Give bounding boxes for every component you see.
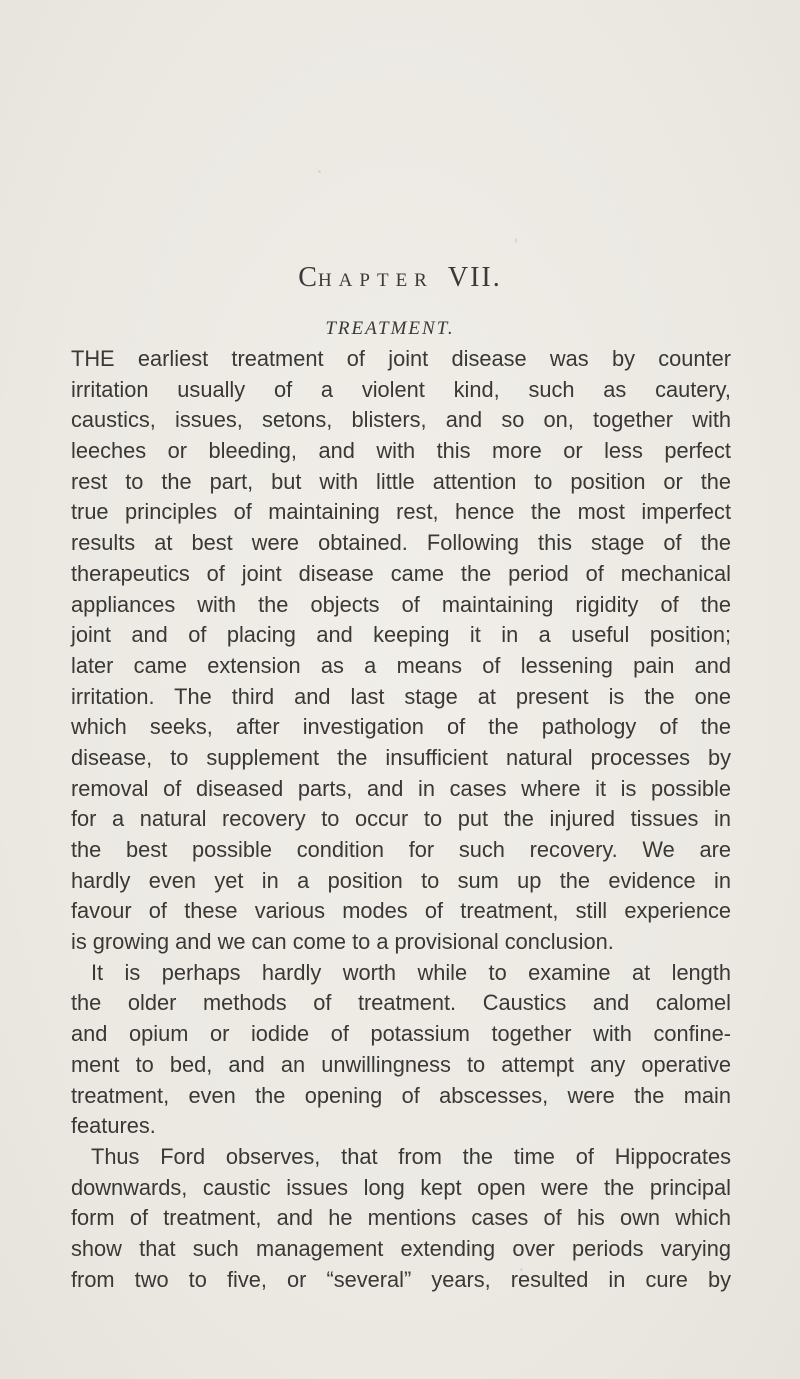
text-line: later came extension as a means of lessening pain and — [71, 652, 731, 678]
text-line: the best possible condition for such recovery. We are — [71, 837, 731, 862]
text-line: removal of diseased parts, and in cases where it is possible — [71, 775, 731, 801]
text-line: rest to the part, but with little attention to position or the — [71, 468, 731, 494]
text-line: Thus Ford observes, that from the time of Hippocrates — [91, 1143, 731, 1169]
chapter-heading — [0, 262, 800, 294]
text-line: show that such management extending over periods varying — [71, 1235, 731, 1261]
text-line: irritation usually of a violent kind, such as cautery, — [71, 376, 731, 402]
text-line: hardly even yet in a position to sum up the evidence in — [71, 867, 731, 893]
chapter-label-rest: HAPTER — [317, 270, 434, 291]
text-line: treatment, even the opening of abscesses, were the main — [71, 1082, 731, 1108]
text-line: downwards, caustic issues long kept open were the principal — [71, 1174, 731, 1200]
text-line: form of treatment, and he mentions cases of his own which — [71, 1205, 731, 1231]
text-line: which seeks, after investigation of the pathology of the — [71, 714, 731, 740]
text-line: is growing and we can come to a provisional conclusion. — [71, 929, 614, 955]
text-line: features. — [71, 1113, 156, 1139]
text-line: caustics, issues, setons, blisters, and so on, together with — [71, 407, 731, 433]
chapter-number: VII. — [447, 262, 502, 293]
text-line: the older methods of treatment. Caustics and calomel — [71, 990, 731, 1016]
text-line: irritation. The third and last stage at present is the one — [71, 683, 731, 709]
text-line: and opium or iodide of potassium together with confine- — [71, 1021, 731, 1047]
text-line: appliances with the objects of maintaining rigidity of the — [71, 591, 731, 617]
text-line: true principles of maintaining rest, hence the most imperfect — [71, 499, 731, 525]
text-line: joint and of placing and keeping it in a useful position; — [71, 622, 731, 648]
paper-speck — [318, 170, 321, 173]
text-line: It is perhaps hardly worth while to examine at length — [91, 959, 731, 985]
section-title: TREATMENT. — [325, 318, 455, 339]
paper-speck — [515, 238, 517, 243]
chapter-label-initial: C — [298, 262, 318, 293]
text-line: ment to bed, and an unwillingness to attempt any operative — [71, 1051, 731, 1077]
text-line: from two to five, or “several” years, resulted in cure by — [71, 1266, 731, 1292]
text-line: THE earliest treatment of joint disease was by counter — [71, 346, 731, 371]
text-line: results at best were obtained. Following this stage of the — [71, 530, 731, 556]
body-text — [71, 344, 731, 1295]
text-line: disease, to supplement the insufficient natural processes by — [71, 744, 731, 770]
text-line: leeches or bleeding, and with this more or less perfect — [71, 438, 731, 464]
text-line: therapeutics of joint disease came the period of mechanical — [71, 560, 731, 586]
text-line: for a natural recovery to occur to put the injured tissues in — [71, 806, 731, 832]
text-line: favour of these various modes of treatment, still experience — [71, 898, 731, 924]
